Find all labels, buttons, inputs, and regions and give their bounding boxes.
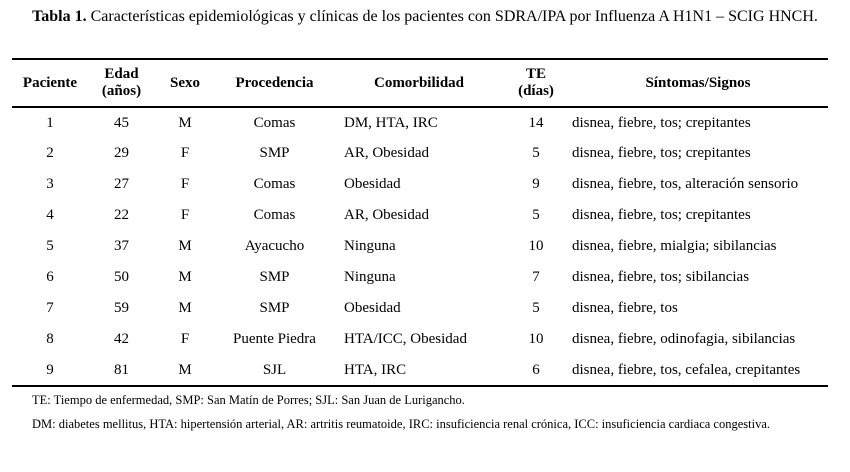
cell-te: 6 (504, 355, 568, 386)
header-te-line1: TE (525, 66, 546, 82)
cell-patient: 9 (12, 355, 88, 386)
cell-age: 42 (114, 331, 129, 347)
header-origin: Procedencia (215, 59, 334, 107)
cell-age: 59 (114, 300, 129, 316)
cell-comorbidity: DM, HTA, IRC (344, 114, 438, 131)
cell-symptoms: disnea, fiebre, tos; crepitantes (572, 114, 751, 131)
cell-symptoms: disnea, fiebre, odinofagia, sibilancias (572, 331, 796, 347)
cell-sex: M (155, 355, 215, 386)
cell-comorbidity: HTA, IRC (334, 355, 504, 386)
note-abbreviations-te: TE: Tiempo de enfermedad, SMP: San Matín de Porres; SJL: San Juan de Lurigancho. (32, 393, 465, 407)
header-age-line2: (años) (101, 83, 142, 99)
table-row (12, 200, 828, 231)
header-age-line1: Edad (104, 66, 139, 82)
cell-patient: 2 (46, 145, 54, 161)
cell-te: 9 (532, 176, 540, 192)
cell-origin: Comas (253, 207, 296, 223)
cell-comorbidity: AR, Obesidad (344, 145, 429, 161)
caption-text: Características epidemiológicas y clínicas de los pacientes con SDRA/IPA por Influenza A H1N1 – SCIG HNCH. (90, 8, 818, 25)
cell-origin: SMP (259, 145, 290, 161)
cell-comorbidity: HTA/ICC, Obesidad (344, 331, 467, 347)
cell-age: 37 (114, 238, 129, 254)
cell-comorbidity: AR, Obesidad (344, 207, 429, 223)
patients-table (12, 58, 828, 387)
table-row (12, 231, 828, 262)
table-row (12, 355, 828, 386)
cell-te: 5 (532, 145, 540, 161)
cell-symptoms: disnea, fiebre, tos (572, 300, 678, 316)
cell-comorbidity: Ninguna (344, 238, 396, 254)
cell-patient: 5 (46, 238, 54, 254)
header-age (88, 59, 155, 107)
cell-origin: Ayacucho (244, 238, 305, 254)
cell-patient: 6 (46, 269, 54, 285)
cell-age: 45 (114, 114, 129, 131)
note-abbreviations-diseases: DM: diabetes mellitus, HTA: hipertensión arterial, AR: artritis reumatoide, IRC: insuficiencia renal crónica, ICC: insuficiencia cardiaca congestiva. (32, 417, 771, 431)
cell-origin: SMP (259, 300, 290, 316)
table-row (12, 107, 828, 138)
table-row (12, 169, 828, 200)
table-header-row (12, 59, 828, 107)
cell-origin: SJL (215, 355, 334, 386)
cell-symptoms: disnea, fiebre, tos; sibilancias (572, 269, 750, 285)
cell-origin: Comas (253, 176, 296, 192)
cell-symptoms: disnea, fiebre, tos; crepitantes (572, 145, 751, 161)
cell-te: 7 (532, 269, 540, 285)
cell-te: 5 (532, 207, 540, 223)
table-row (12, 262, 828, 293)
cell-symptoms: disnea, fiebre, tos, alteración sensorio (572, 176, 799, 192)
cell-age: 81 (88, 355, 155, 386)
cell-sex: M (178, 269, 192, 285)
cell-sex: M (178, 114, 192, 131)
cell-patient: 1 (46, 114, 54, 131)
header-te (504, 59, 568, 107)
cell-te: 5 (532, 300, 540, 316)
header-symptoms: Síntomas/Signos (568, 59, 828, 107)
cell-te: 10 (528, 331, 544, 347)
table-row (12, 138, 828, 169)
cell-age: 27 (114, 176, 129, 192)
cell-sex: M (178, 300, 192, 316)
cell-patient: 8 (46, 331, 54, 347)
cell-patient: 3 (46, 176, 54, 192)
cell-comorbidity: Ninguna (344, 269, 396, 285)
cell-age: 22 (114, 207, 129, 223)
table-caption (12, 6, 838, 28)
header-patient: Paciente (12, 59, 88, 107)
cell-age: 29 (114, 145, 129, 161)
cell-sex: M (178, 238, 192, 254)
cell-age: 50 (114, 269, 129, 285)
cell-sex: F (180, 207, 190, 223)
cell-te: 14 (528, 114, 544, 131)
cell-comorbidity: Obesidad (344, 300, 401, 316)
cell-symptoms: disnea, fiebre, tos; crepitantes (572, 207, 751, 223)
caption-label: Tabla 1. (32, 8, 87, 25)
cell-patient: 4 (46, 207, 54, 223)
header-te-line2: (días) (518, 83, 554, 99)
cell-origin: Puente Piedra (233, 331, 316, 347)
cell-comorbidity: Obesidad (344, 176, 401, 192)
cell-patient: 7 (46, 300, 54, 316)
table-notes (32, 392, 832, 440)
cell-origin: Comas (253, 114, 296, 131)
cell-symptoms: disnea, fiebre, tos, cefalea, crepitantes (568, 355, 828, 386)
header-sex: Sexo (155, 59, 215, 107)
cell-symptoms: disnea, fiebre, mialgia; sibilancias (572, 238, 777, 254)
cell-origin: SMP (259, 269, 290, 285)
cell-sex: F (180, 145, 190, 161)
cell-te: 10 (528, 238, 544, 254)
cell-sex: F (180, 176, 190, 192)
table-row (12, 293, 828, 324)
cell-sex: F (180, 331, 190, 347)
header-comorbidity: Comorbilidad (334, 59, 504, 107)
table-row (12, 324, 828, 355)
